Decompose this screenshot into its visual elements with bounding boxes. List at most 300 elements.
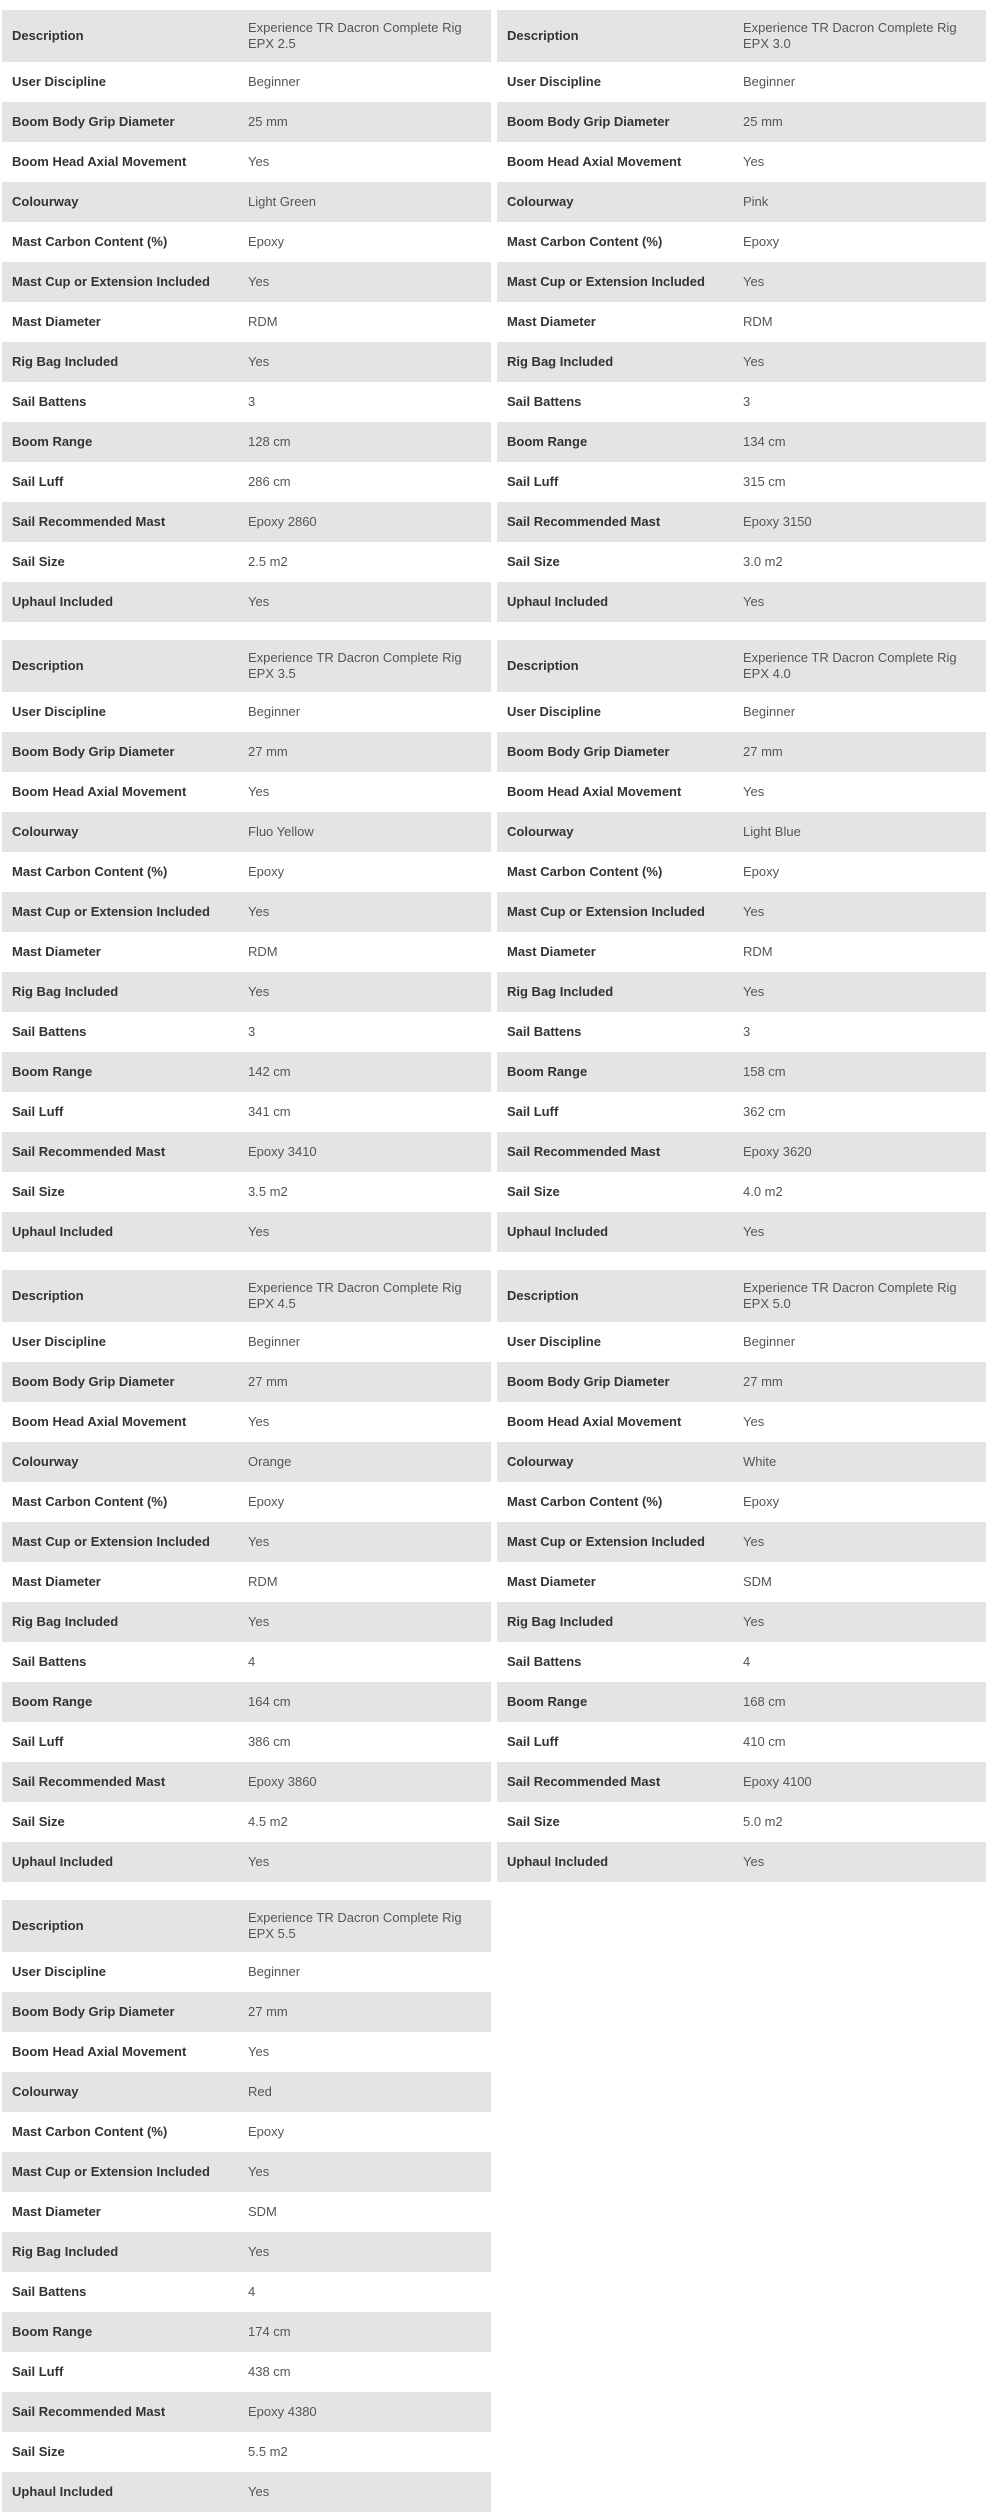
spec-value-mast-cup-or-extension-included: Yes: [743, 274, 765, 289]
spec-row-mast-cup-or-extension-included: [2, 1522, 491, 1562]
spec-row-mast-diameter: [497, 302, 986, 342]
spec-value-rig-bag-included: Yes: [248, 1614, 270, 1629]
spec-value-boom-body-grip-diameter: 27 mm: [248, 2004, 288, 2019]
spec-label-sail-size: Sail Size: [507, 554, 560, 569]
spec-value-boom-head-axial-movement: Yes: [248, 784, 270, 799]
spec-row-boom-head-axial-movement: [2, 142, 491, 182]
spec-row-uphaul-included: [2, 582, 491, 622]
spec-label-boom-range: Boom Range: [507, 434, 588, 449]
spec-value-colourway: Red: [248, 2084, 272, 2099]
spec-row-boom-body-grip-diameter: [2, 102, 491, 142]
spec-value-uphaul-included: Yes: [743, 1224, 765, 1239]
spec-label-sail-recommended-mast: Sail Recommended Mast: [12, 1774, 166, 1789]
spec-value-uphaul-included: Yes: [743, 594, 765, 609]
spec-label-colourway: Colourway: [12, 2084, 79, 2099]
spec-value-colourway: Light Green: [248, 194, 316, 209]
spec-row-mast-carbon-content: [2, 1482, 491, 1522]
spec-label-sail-battens: Sail Battens: [507, 1024, 582, 1039]
spec-label-rig-bag-included: Rig Bag Included: [507, 1614, 614, 1629]
spec-value-sail-size: 2.5 m2: [248, 554, 288, 569]
spec-row-mast-diameter: [2, 302, 491, 342]
spec-value-boom-range: 174 cm: [248, 2324, 291, 2339]
spec-label-mast-carbon-content: Mast Carbon Content (%): [507, 234, 663, 249]
spec-value-sail-size: 4.5 m2: [248, 1814, 288, 1829]
spec-label-boom-body-grip-diameter: Boom Body Grip Diameter: [507, 114, 670, 129]
spec-label-sail-recommended-mast: Sail Recommended Mast: [12, 2404, 166, 2419]
spec-table-band: [2, 640, 986, 1252]
spec-label-boom-head-axial-movement: Boom Head Axial Movement: [12, 2044, 187, 2059]
spec-row-uphaul-included: [2, 1212, 491, 1252]
spec-value-mast-carbon-content: Epoxy: [743, 1494, 780, 1509]
spec-value-boom-head-axial-movement: Yes: [248, 154, 270, 169]
spec-label-uphaul-included: Uphaul Included: [12, 1854, 114, 1869]
spec-row-description: [2, 10, 491, 62]
spec-row-uphaul-included: [497, 1212, 986, 1252]
spec-row-mast-cup-or-extension-included: [497, 262, 986, 302]
spec-label-mast-diameter: Mast Diameter: [12, 944, 101, 959]
spec-value-mast-cup-or-extension-included: Yes: [248, 2164, 270, 2179]
spec-label-sail-size: Sail Size: [507, 1814, 560, 1829]
spec-label-rig-bag-included: Rig Bag Included: [12, 984, 119, 999]
spec-value-mast-carbon-content: Epoxy: [248, 864, 285, 879]
spec-value-sail-recommended-mast: Epoxy 3410: [248, 1144, 317, 1159]
spec-label-mast-carbon-content: Mast Carbon Content (%): [507, 864, 663, 879]
spec-row-colourway: [2, 812, 491, 852]
spec-value-sail-luff: 341 cm: [248, 1104, 291, 1119]
spec-row-sail-luff: [2, 1722, 491, 1762]
spec-label-mast-carbon-content: Mast Carbon Content (%): [12, 864, 168, 879]
spec-label-sail-battens: Sail Battens: [12, 1024, 87, 1039]
spec-value-mast-diameter: RDM: [743, 944, 773, 959]
spec-row-mast-cup-or-extension-included: [2, 892, 491, 932]
spec-label-sail-luff: Sail Luff: [12, 474, 64, 489]
spec-value-user-discipline: Beginner: [743, 74, 796, 89]
spec-row-rig-bag-included: [2, 2232, 491, 2272]
spec-value-uphaul-included: Yes: [248, 2484, 270, 2499]
spec-row-user-discipline: [2, 692, 491, 732]
spec-value-boom-head-axial-movement: Yes: [743, 154, 765, 169]
spec-table-epx-4-0: [497, 640, 986, 1252]
spec-row-mast-carbon-content: [2, 2112, 491, 2152]
spec-value-sail-battens: 4: [248, 2284, 256, 2299]
spec-label-sail-luff: Sail Luff: [12, 2364, 64, 2379]
spec-row-user-discipline: [2, 62, 491, 102]
spec-label-rig-bag-included: Rig Bag Included: [12, 2244, 119, 2259]
spec-value-boom-body-grip-diameter: 27 mm: [743, 744, 783, 759]
spec-value-boom-range: 128 cm: [248, 434, 291, 449]
spec-row-rig-bag-included: [2, 972, 491, 1012]
spec-label-colourway: Colourway: [507, 1454, 574, 1469]
spec-label-sail-luff: Sail Luff: [12, 1734, 64, 1749]
spec-row-mast-cup-or-extension-included: [497, 892, 986, 932]
spec-label-mast-carbon-content: Mast Carbon Content (%): [12, 234, 168, 249]
spec-value-mast-carbon-content: Epoxy: [248, 2124, 285, 2139]
spec-label-uphaul-included: Uphaul Included: [507, 1854, 609, 1869]
spec-value-description: Experience TR Dacron Complete Rig EPX 3.5: [248, 650, 462, 681]
spec-label-rig-bag-included: Rig Bag Included: [507, 354, 614, 369]
spec-label-user-discipline: User Discipline: [12, 1964, 106, 1979]
spec-value-description: Experience TR Dacron Complete Rig EPX 2.5: [248, 20, 462, 51]
spec-value-mast-cup-or-extension-included: Yes: [743, 904, 765, 919]
spec-row-mast-diameter: [2, 2192, 491, 2232]
spec-value-sail-battens: 3: [743, 394, 751, 409]
spec-value-sail-size: 3.5 m2: [248, 1184, 288, 1199]
spec-value-user-discipline: Beginner: [743, 704, 796, 719]
spec-row-boom-body-grip-diameter: [497, 1362, 986, 1402]
spec-label-sail-luff: Sail Luff: [12, 1104, 64, 1119]
spec-label-sail-recommended-mast: Sail Recommended Mast: [12, 514, 166, 529]
spec-row-boom-head-axial-movement: [2, 1402, 491, 1442]
spec-value-uphaul-included: Yes: [743, 1854, 765, 1869]
spec-value-boom-head-axial-movement: Yes: [743, 1414, 765, 1429]
spec-table-epx-5-5: [2, 1900, 491, 2512]
spec-value-mast-carbon-content: Epoxy: [248, 1494, 285, 1509]
spec-label-user-discipline: User Discipline: [12, 74, 106, 89]
spec-value-boom-range: 134 cm: [743, 434, 786, 449]
spec-label-sail-recommended-mast: Sail Recommended Mast: [12, 1144, 166, 1159]
spec-value-description: Experience TR Dacron Complete Rig EPX 4.0: [743, 650, 957, 681]
spec-row-boom-range: [2, 2312, 491, 2352]
spec-label-user-discipline: User Discipline: [507, 704, 601, 719]
spec-row-colourway: [2, 182, 491, 222]
spec-row-mast-carbon-content: [497, 852, 986, 892]
spec-label-mast-cup-or-extension-included: Mast Cup or Extension Included: [12, 274, 210, 289]
spec-table-epx-2-5: [2, 10, 491, 622]
spec-row-boom-body-grip-diameter: [2, 732, 491, 772]
spec-label-user-discipline: User Discipline: [12, 704, 106, 719]
spec-row-sail-battens: [497, 382, 986, 422]
spec-row-boom-body-grip-diameter: [497, 102, 986, 142]
spec-value-mast-carbon-content: Epoxy: [743, 234, 780, 249]
spec-row-uphaul-included: [2, 2472, 491, 2512]
spec-value-user-discipline: Beginner: [248, 704, 301, 719]
spec-label-colourway: Colourway: [12, 1454, 79, 1469]
spec-value-sail-size: 4.0 m2: [743, 1184, 783, 1199]
spec-value-description: Experience TR Dacron Complete Rig EPX 3.0: [743, 20, 957, 51]
spec-value-description: Experience TR Dacron Complete Rig EPX 5.5: [248, 1910, 462, 1941]
spec-label-sail-size: Sail Size: [507, 1184, 560, 1199]
spec-label-rig-bag-included: Rig Bag Included: [12, 354, 119, 369]
spec-label-sail-size: Sail Size: [12, 1184, 65, 1199]
spec-label-description: Description: [12, 1918, 84, 1933]
spec-value-sail-battens: 3: [743, 1024, 751, 1039]
spec-row-sail-size: [2, 542, 491, 582]
spec-row-sail-luff: [2, 1092, 491, 1132]
spec-value-sail-recommended-mast: Epoxy 3620: [743, 1144, 812, 1159]
spec-row-description: [2, 1270, 491, 1322]
spec-value-boom-head-axial-movement: Yes: [743, 784, 765, 799]
spec-label-mast-cup-or-extension-included: Mast Cup or Extension Included: [12, 904, 210, 919]
spec-row-rig-bag-included: [497, 972, 986, 1012]
spec-row-user-discipline: [497, 1322, 986, 1362]
spec-row-boom-head-axial-movement: [2, 772, 491, 812]
spec-row-sail-recommended-mast: [2, 1132, 491, 1172]
spec-label-mast-carbon-content: Mast Carbon Content (%): [12, 1494, 168, 1509]
spec-value-rig-bag-included: Yes: [248, 354, 270, 369]
spec-value-mast-cup-or-extension-included: Yes: [743, 1534, 765, 1549]
spec-value-rig-bag-included: Yes: [248, 984, 270, 999]
spec-row-mast-carbon-content: [2, 852, 491, 892]
spec-label-boom-head-axial-movement: Boom Head Axial Movement: [507, 784, 682, 799]
spec-value-mast-diameter: RDM: [248, 944, 278, 959]
spec-label-rig-bag-included: Rig Bag Included: [507, 984, 614, 999]
spec-row-boom-range: [497, 1682, 986, 1722]
spec-table-epx-3-0: [497, 10, 986, 622]
spec-value-colourway: Light Blue: [743, 824, 801, 839]
spec-label-sail-recommended-mast: Sail Recommended Mast: [507, 1774, 661, 1789]
spec-label-user-discipline: User Discipline: [12, 1334, 106, 1349]
spec-value-user-discipline: Beginner: [248, 1964, 301, 1979]
spec-row-boom-body-grip-diameter: [497, 732, 986, 772]
spec-row-boom-body-grip-diameter: [2, 1992, 491, 2032]
spec-value-sail-recommended-mast: Epoxy 4380: [248, 2404, 317, 2419]
spec-row-description: [497, 10, 986, 62]
spec-row-mast-cup-or-extension-included: [2, 2152, 491, 2192]
spec-row-mast-carbon-content: [2, 222, 491, 262]
spec-row-boom-head-axial-movement: [497, 1402, 986, 1442]
spec-row-boom-range: [2, 422, 491, 462]
spec-value-sail-recommended-mast: Epoxy 3860: [248, 1774, 317, 1789]
spec-value-boom-range: 164 cm: [248, 1694, 291, 1709]
spec-row-rig-bag-included: [2, 1602, 491, 1642]
spec-row-boom-body-grip-diameter: [2, 1362, 491, 1402]
spec-row-boom-head-axial-movement: [497, 142, 986, 182]
spec-label-description: Description: [507, 658, 579, 673]
spec-label-description: Description: [12, 28, 84, 43]
spec-label-boom-head-axial-movement: Boom Head Axial Movement: [12, 784, 187, 799]
spec-label-boom-head-axial-movement: Boom Head Axial Movement: [12, 154, 187, 169]
spec-value-boom-range: 158 cm: [743, 1064, 786, 1079]
spec-value-mast-cup-or-extension-included: Yes: [248, 904, 270, 919]
spec-value-rig-bag-included: Yes: [743, 354, 765, 369]
spec-value-sail-battens: 3: [248, 1024, 256, 1039]
spec-row-boom-range: [2, 1682, 491, 1722]
spec-value-mast-diameter: SDM: [743, 1574, 772, 1589]
spec-value-sail-luff: 386 cm: [248, 1734, 291, 1749]
spec-value-sail-battens: 3: [248, 394, 256, 409]
spec-label-mast-diameter: Mast Diameter: [12, 2204, 101, 2219]
spec-label-sail-luff: Sail Luff: [507, 1734, 559, 1749]
spec-label-colourway: Colourway: [12, 194, 79, 209]
spec-row-colourway: [2, 1442, 491, 1482]
spec-value-description: Experience TR Dacron Complete Rig EPX 4.5: [248, 1280, 462, 1311]
spec-label-sail-recommended-mast: Sail Recommended Mast: [507, 1144, 661, 1159]
spec-label-sail-battens: Sail Battens: [507, 394, 582, 409]
spec-label-boom-body-grip-diameter: Boom Body Grip Diameter: [12, 114, 175, 129]
spec-value-rig-bag-included: Yes: [743, 984, 765, 999]
spec-value-description: Experience TR Dacron Complete Rig EPX 5.0: [743, 1280, 957, 1311]
spec-row-rig-bag-included: [497, 1602, 986, 1642]
spec-row-boom-head-axial-movement: [497, 772, 986, 812]
spec-row-sail-size: [497, 542, 986, 582]
spec-value-mast-diameter: RDM: [743, 314, 773, 329]
spec-value-sail-size: 5.0 m2: [743, 1814, 783, 1829]
spec-row-colourway: [497, 812, 986, 852]
spec-row-sail-size: [2, 1172, 491, 1212]
spec-row-sail-size: [2, 2432, 491, 2472]
spec-row-mast-cup-or-extension-included: [2, 262, 491, 302]
spec-label-rig-bag-included: Rig Bag Included: [12, 1614, 119, 1629]
spec-row-boom-head-axial-movement: [2, 2032, 491, 2072]
spec-row-user-discipline: [2, 1952, 491, 1992]
spec-label-colourway: Colourway: [507, 194, 574, 209]
spec-row-uphaul-included: [497, 582, 986, 622]
spec-value-boom-body-grip-diameter: 27 mm: [743, 1374, 783, 1389]
spec-label-boom-head-axial-movement: Boom Head Axial Movement: [507, 154, 682, 169]
spec-value-user-discipline: Beginner: [248, 74, 301, 89]
spec-value-uphaul-included: Yes: [248, 1224, 270, 1239]
spec-label-uphaul-included: Uphaul Included: [12, 1224, 114, 1239]
spec-label-boom-head-axial-movement: Boom Head Axial Movement: [12, 1414, 187, 1429]
spec-label-sail-size: Sail Size: [12, 554, 65, 569]
spec-label-mast-diameter: Mast Diameter: [507, 314, 596, 329]
spec-table-epx-4-5: [2, 1270, 491, 1882]
spec-row-user-discipline: [2, 1322, 491, 1362]
spec-row-mast-diameter: [497, 1562, 986, 1602]
spec-label-boom-range: Boom Range: [507, 1694, 588, 1709]
spec-value-mast-carbon-content: Epoxy: [743, 864, 780, 879]
spec-label-mast-carbon-content: Mast Carbon Content (%): [12, 2124, 168, 2139]
spec-value-mast-diameter: RDM: [248, 314, 278, 329]
spec-row-sail-battens: [2, 2272, 491, 2312]
spec-label-mast-cup-or-extension-included: Mast Cup or Extension Included: [12, 1534, 210, 1549]
spec-row-sail-battens: [497, 1642, 986, 1682]
spec-label-sail-battens: Sail Battens: [507, 1654, 582, 1669]
spec-label-uphaul-included: Uphaul Included: [12, 2484, 114, 2499]
spec-row-mast-cup-or-extension-included: [497, 1522, 986, 1562]
spec-row-user-discipline: [497, 62, 986, 102]
spec-value-boom-head-axial-movement: Yes: [248, 1414, 270, 1429]
spec-row-sail-luff: [497, 462, 986, 502]
spec-label-boom-range: Boom Range: [12, 2324, 93, 2339]
spec-value-user-discipline: Beginner: [248, 1334, 301, 1349]
spec-value-sail-size: 3.0 m2: [743, 554, 783, 569]
spec-label-user-discipline: User Discipline: [507, 1334, 601, 1349]
spec-value-boom-head-axial-movement: Yes: [248, 2044, 270, 2059]
spec-label-boom-range: Boom Range: [12, 1694, 93, 1709]
spec-label-sail-luff: Sail Luff: [507, 474, 559, 489]
spec-label-sail-battens: Sail Battens: [12, 2284, 87, 2299]
spec-value-sail-luff: 286 cm: [248, 474, 291, 489]
spec-label-sail-size: Sail Size: [12, 2444, 65, 2459]
spec-row-description: [2, 1900, 491, 1952]
spec-row-sail-recommended-mast: [497, 502, 986, 542]
spec-label-boom-body-grip-diameter: Boom Body Grip Diameter: [12, 744, 175, 759]
spec-label-mast-cup-or-extension-included: Mast Cup or Extension Included: [507, 1534, 705, 1549]
spec-label-boom-body-grip-diameter: Boom Body Grip Diameter: [12, 1374, 175, 1389]
spec-row-sail-recommended-mast: [497, 1762, 986, 1802]
spec-row-rig-bag-included: [2, 342, 491, 382]
spec-table-band: [2, 1270, 986, 1882]
spec-row-boom-range: [497, 1052, 986, 1092]
spec-label-colourway: Colourway: [12, 824, 79, 839]
spec-value-mast-diameter: SDM: [248, 2204, 277, 2219]
spec-label-uphaul-included: Uphaul Included: [507, 1224, 609, 1239]
spec-value-mast-cup-or-extension-included: Yes: [248, 274, 270, 289]
spec-row-sail-battens: [497, 1012, 986, 1052]
spec-row-sail-luff: [497, 1092, 986, 1132]
spec-row-colourway: [497, 1442, 986, 1482]
spec-value-mast-diameter: RDM: [248, 1574, 278, 1589]
spec-value-boom-body-grip-diameter: 27 mm: [248, 744, 288, 759]
spec-row-description: [497, 1270, 986, 1322]
spec-row-boom-range: [2, 1052, 491, 1092]
spec-value-sail-luff: 362 cm: [743, 1104, 786, 1119]
spec-label-boom-body-grip-diameter: Boom Body Grip Diameter: [507, 744, 670, 759]
spec-value-sail-recommended-mast: Epoxy 2860: [248, 514, 317, 529]
spec-label-uphaul-included: Uphaul Included: [507, 594, 609, 609]
spec-value-uphaul-included: Yes: [248, 594, 270, 609]
spec-label-mast-diameter: Mast Diameter: [507, 944, 596, 959]
spec-table-epx-5-0: [497, 1270, 986, 1882]
spec-value-boom-body-grip-diameter: 27 mm: [248, 1374, 288, 1389]
spec-value-sail-luff: 410 cm: [743, 1734, 786, 1749]
spec-value-user-discipline: Beginner: [743, 1334, 796, 1349]
spec-label-mast-cup-or-extension-included: Mast Cup or Extension Included: [507, 904, 705, 919]
spec-label-sail-luff: Sail Luff: [507, 1104, 559, 1119]
spec-row-sail-luff: [2, 462, 491, 502]
spec-value-rig-bag-included: Yes: [743, 1614, 765, 1629]
spec-label-mast-diameter: Mast Diameter: [12, 1574, 101, 1589]
spec-row-sail-battens: [2, 382, 491, 422]
spec-sheet: [2, 10, 986, 2512]
spec-label-mast-cup-or-extension-included: Mast Cup or Extension Included: [12, 2164, 210, 2179]
spec-value-colourway: Pink: [743, 194, 769, 209]
spec-value-boom-range: 142 cm: [248, 1064, 291, 1079]
spec-label-mast-diameter: Mast Diameter: [12, 314, 101, 329]
spec-row-mast-carbon-content: [497, 1482, 986, 1522]
spec-table-band: [2, 10, 986, 622]
spec-label-description: Description: [507, 28, 579, 43]
spec-label-colourway: Colourway: [507, 824, 574, 839]
spec-row-boom-range: [497, 422, 986, 462]
spec-label-sail-battens: Sail Battens: [12, 1654, 87, 1669]
spec-row-colourway: [2, 2072, 491, 2112]
spec-row-description: [497, 640, 986, 692]
spec-label-boom-body-grip-diameter: Boom Body Grip Diameter: [12, 2004, 175, 2019]
spec-value-sail-luff: 438 cm: [248, 2364, 291, 2379]
spec-label-uphaul-included: Uphaul Included: [12, 594, 114, 609]
spec-label-boom-range: Boom Range: [12, 1064, 93, 1079]
spec-value-sail-luff: 315 cm: [743, 474, 786, 489]
spec-row-mast-carbon-content: [497, 222, 986, 262]
spec-value-boom-range: 168 cm: [743, 1694, 786, 1709]
spec-label-description: Description: [12, 658, 84, 673]
spec-label-description: Description: [12, 1288, 84, 1303]
spec-row-sail-size: [2, 1802, 491, 1842]
spec-row-sail-luff: [2, 2352, 491, 2392]
spec-value-uphaul-included: Yes: [248, 1854, 270, 1869]
spec-label-sail-battens: Sail Battens: [12, 394, 87, 409]
spec-label-description: Description: [507, 1288, 579, 1303]
spec-row-sail-battens: [2, 1012, 491, 1052]
spec-value-rig-bag-included: Yes: [248, 2244, 270, 2259]
spec-row-sail-recommended-mast: [2, 2392, 491, 2432]
spec-row-user-discipline: [497, 692, 986, 732]
spec-row-mast-diameter: [2, 932, 491, 972]
spec-row-uphaul-included: [497, 1842, 986, 1882]
spec-row-sail-recommended-mast: [2, 502, 491, 542]
spec-row-sail-size: [497, 1172, 986, 1212]
spec-row-mast-diameter: [497, 932, 986, 972]
spec-value-boom-body-grip-diameter: 25 mm: [743, 114, 783, 129]
spec-row-sail-luff: [497, 1722, 986, 1762]
spec-value-sail-recommended-mast: Epoxy 4100: [743, 1774, 812, 1789]
spec-row-rig-bag-included: [497, 342, 986, 382]
spec-value-mast-cup-or-extension-included: Yes: [248, 1534, 270, 1549]
spec-row-uphaul-included: [2, 1842, 491, 1882]
spec-row-sail-size: [497, 1802, 986, 1842]
